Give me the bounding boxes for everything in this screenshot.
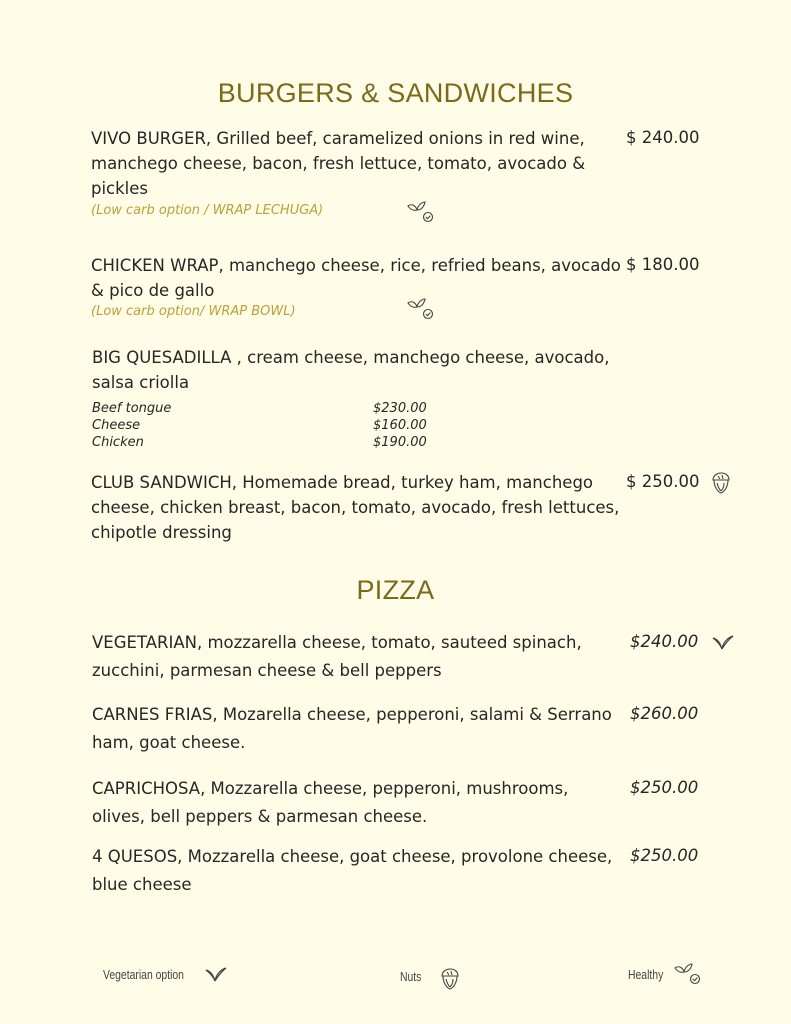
section-title-burgers: BURGERS & SANDWICHES [217, 78, 574, 108]
item-description-line: BIG QUESADILLA , cream cheese, manchego cheese, avocado, [92, 348, 610, 367]
option-price: $190.00 [373, 435, 427, 450]
menu-item-caprichosa [92, 775, 568, 831]
menu-item-carnes-frias [92, 701, 612, 757]
item-description-line: zucchini, parmesan cheese & bell peppers [92, 661, 442, 680]
nuts-icon [439, 967, 461, 991]
menu-item-big-quesadilla [92, 345, 609, 395]
legend-healthy-label: Healthy [628, 967, 664, 982]
option-label: Cheese [92, 418, 141, 433]
item-description-line: CLUB SANDWICH, Homemade bread, turkey ham, manchego [91, 473, 594, 492]
nuts-icon [710, 471, 732, 495]
option-price: $160.00 [373, 418, 427, 433]
item-price: $250.00 [630, 778, 699, 797]
option-label: Beef tongue [92, 401, 172, 416]
item-description-line: cheese, chicken breast, bacon, tomato, avocado, fresh lettuces, [91, 498, 620, 517]
item-description-line: CAPRICHOSA, Mozzarella cheese, pepperoni, mushrooms, [92, 779, 569, 798]
healthy-icon [672, 962, 704, 988]
option-label: Chicken [92, 435, 144, 450]
item-price: $240.00 [630, 632, 699, 651]
item-description-line: 4 QUESOS, Mozzarella cheese, goat cheese, provolone cheese, [92, 847, 613, 866]
item-price: $260.00 [630, 704, 699, 723]
item-description-line: manchego cheese, bacon, fresh lettuce, tomato, avocado & [91, 154, 586, 173]
item-description-line: salsa criolla [92, 373, 190, 392]
menu-item-chicken-wrap [91, 253, 621, 303]
vegetarian-icon [711, 632, 735, 652]
item-description-line: CHICKEN WRAP, manchego cheese, rice, refried beans, avocado [91, 256, 621, 275]
menu-item-vegetarian [92, 629, 582, 685]
item-description-line: VEGETARIAN, mozzarella cheese, tomato, sauteed spinach, [92, 633, 582, 652]
option-price: $230.00 [373, 401, 427, 416]
item-note: (Low carb option / WRAP LECHUGA) [91, 203, 324, 218]
item-description-line: pickles [91, 179, 149, 198]
vegetarian-icon [204, 964, 228, 984]
legend-nuts-label: Nuts [400, 969, 422, 984]
healthy-icon [405, 297, 437, 323]
item-description-line: VIVO BURGER, Grilled beef, caramelized onions in red wine, [91, 129, 585, 148]
healthy-icon [405, 200, 437, 226]
item-description-line: & pico de gallo [91, 281, 215, 300]
item-price: $ 180.00 [626, 255, 700, 274]
item-description-line: CARNES FRIAS, Mozarella cheese, pepperoni, salami & Serrano [92, 705, 612, 724]
item-description-line: blue cheese [92, 875, 192, 894]
menu-item-vivo-burger [91, 126, 585, 201]
legend-vegetarian-label: Vegetarian option [103, 967, 184, 982]
section-title-pizza: PIZZA [356, 575, 435, 605]
item-description-line: chipotle dressing [91, 523, 232, 542]
menu-item-club-sandwich [91, 470, 619, 545]
item-description-line: olives, bell peppers & parmesan cheese. [92, 807, 428, 826]
item-price: $ 250.00 [626, 472, 700, 491]
menu-item-4-quesos [92, 843, 612, 899]
item-note: (Low carb option/ WRAP BOWL) [91, 304, 296, 319]
item-description-line: ham, goat cheese. [92, 733, 246, 752]
item-price: $250.00 [630, 846, 699, 865]
item-price: $ 240.00 [626, 128, 700, 147]
